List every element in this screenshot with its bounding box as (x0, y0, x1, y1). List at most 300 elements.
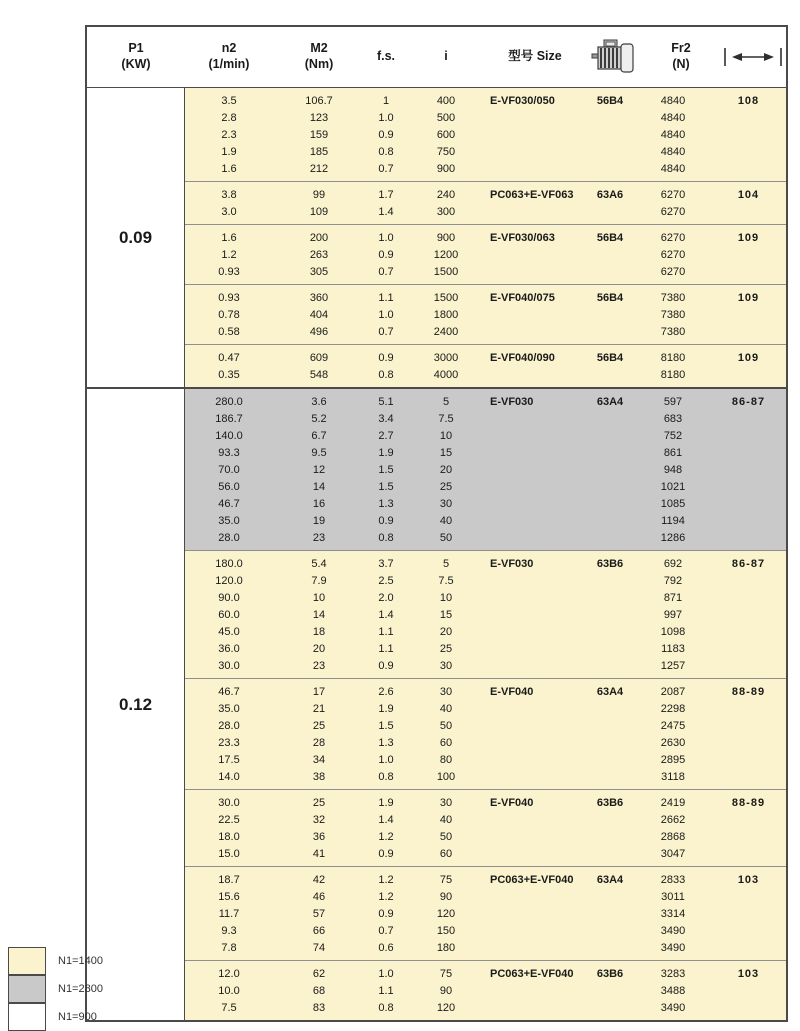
model-block (185, 181, 786, 224)
m2-cell: 548 (309, 368, 329, 381)
model-cell: E-VF040/090 (490, 351, 555, 364)
n2-cell: 3.5 (221, 94, 237, 107)
i-cell: 600 (436, 128, 456, 141)
table-row (185, 323, 786, 340)
table-row (185, 461, 786, 478)
fr2-cell: 861 (663, 446, 683, 459)
table-row (185, 811, 786, 828)
i-cell: 7.5 (438, 574, 454, 587)
m2-cell: 12 (312, 463, 326, 476)
fr2-cell: 692 (663, 557, 683, 570)
fr2-cell: 1183 (661, 642, 685, 655)
m2-cell: 21 (312, 702, 326, 715)
motor-size-cell: 63A4 (596, 685, 624, 698)
page-ref-cell: 109 (737, 291, 760, 304)
fr2-cell: 3011 (661, 890, 685, 903)
fs-cell: 1.1 (378, 984, 394, 997)
m2-cell: 57 (312, 907, 326, 920)
i-cell: 60 (439, 847, 453, 860)
page-ref-cell: 103 (737, 967, 760, 980)
table-row (185, 589, 786, 606)
fr2-cell: 683 (663, 412, 683, 425)
page-ref-cell: 88-89 (731, 685, 766, 698)
model-block (185, 88, 786, 181)
m2-cell: 83 (312, 1001, 326, 1014)
i-cell: 40 (439, 514, 453, 527)
i-cell: 25 (439, 480, 453, 493)
i-cell: 900 (436, 162, 456, 175)
i-cell: 15 (439, 446, 453, 459)
n2-cell: 1.9 (221, 145, 237, 158)
fs-cell: 3.7 (378, 557, 394, 570)
table-row (185, 845, 786, 862)
header-fs-label: f.s. (376, 49, 396, 64)
table-row (185, 263, 786, 280)
i-cell: 90 (439, 890, 453, 903)
fs-cell: 0.9 (378, 907, 394, 920)
n2-cell: 14.0 (218, 770, 240, 783)
i-cell: 30 (439, 659, 453, 672)
n2-cell: 186.7 (215, 412, 243, 425)
fr2-cell: 4840 (660, 128, 686, 141)
legend-item-n1-900 (8, 1003, 103, 1031)
m2-cell: 34 (312, 753, 326, 766)
m2-cell: 305 (309, 265, 329, 278)
fr2-cell: 6270 (660, 265, 686, 278)
i-cell: 50 (439, 531, 453, 544)
n2-cell: 46.7 (218, 685, 240, 698)
table-row (185, 289, 786, 306)
table-row (185, 393, 786, 410)
table-row (185, 828, 786, 845)
fr2-cell: 6270 (660, 231, 686, 244)
fr2-cell: 1194 (661, 514, 685, 527)
fs-cell: 1.0 (378, 967, 394, 980)
fr2-cell: 7380 (660, 308, 686, 321)
m2-cell: 123 (309, 111, 329, 124)
fs-cell: 1.5 (378, 719, 394, 732)
m2-cell: 74 (312, 941, 326, 954)
table-row (185, 982, 786, 999)
fr2-cell: 2895 (660, 753, 686, 766)
m2-cell: 23 (312, 531, 326, 544)
table-row (185, 529, 786, 546)
n2-cell: 46.7 (218, 497, 240, 510)
fs-cell: 1.4 (378, 813, 394, 826)
fr2-cell: 6270 (660, 205, 686, 218)
legend-label: N1=900 (58, 1011, 97, 1023)
n2-cell: 0.47 (218, 351, 240, 364)
i-cell: 10 (439, 429, 453, 442)
table-row (185, 768, 786, 785)
m2-cell: 496 (309, 325, 329, 338)
i-cell: 75 (439, 873, 453, 886)
i-cell: 20 (439, 625, 453, 638)
header-fr2-label: Fr2 (671, 41, 691, 56)
model-block (185, 866, 786, 960)
model-cell: PC063+E-VF063 (490, 188, 574, 201)
fs-cell: 1.2 (378, 873, 394, 886)
motor-size-cell: 56B4 (596, 291, 624, 304)
legend-label: N1=1400 (58, 955, 103, 967)
table-row (185, 751, 786, 768)
fr2-cell: 2868 (660, 830, 686, 843)
fr2-cell: 6270 (660, 248, 686, 261)
model-block (185, 960, 786, 1020)
m2-cell: 10 (312, 591, 326, 604)
fr2-cell: 4840 (660, 162, 686, 175)
n2-cell: 0.58 (218, 325, 240, 338)
m2-cell: 360 (309, 291, 329, 304)
fs-cell: 1.2 (378, 830, 394, 843)
m2-cell: 36 (312, 830, 326, 843)
fs-cell: 0.8 (378, 531, 394, 544)
m2-cell: 5.4 (311, 557, 327, 570)
m2-cell: 212 (309, 162, 329, 175)
table-row (185, 349, 786, 366)
fr2-cell: 4840 (660, 94, 686, 107)
i-cell: 120 (436, 1001, 456, 1014)
fr2-cell: 4840 (660, 145, 686, 158)
model-block (185, 224, 786, 284)
n2-cell: 36.0 (218, 642, 240, 655)
header-m2-unit: (Nm) (304, 57, 334, 71)
fr2-cell: 8180 (660, 368, 686, 381)
fs-cell: 0.9 (378, 847, 394, 860)
m2-cell: 17 (312, 685, 326, 698)
i-cell: 10 (439, 591, 453, 604)
m2-cell: 20 (312, 642, 326, 655)
n2-cell: 90.0 (218, 591, 240, 604)
model-block (185, 389, 786, 550)
i-cell: 150 (436, 924, 456, 937)
group-blocks (185, 389, 786, 1020)
table-row (185, 109, 786, 126)
page-ref-cell: 103 (737, 873, 760, 886)
m2-cell: 7.9 (311, 574, 327, 587)
i-cell: 3000 (433, 351, 459, 364)
fr2-cell: 2087 (660, 685, 686, 698)
i-cell: 90 (439, 984, 453, 997)
fs-cell: 1.4 (378, 205, 394, 218)
fs-cell: 1.1 (378, 642, 394, 655)
i-cell: 1800 (433, 308, 459, 321)
header-m2 (273, 41, 365, 72)
model-cell: PC063+E-VF040 (490, 967, 574, 980)
fs-cell: 1.9 (378, 702, 394, 715)
model-cell: E-VF030 (490, 395, 534, 408)
m2-cell: 6.7 (311, 429, 327, 442)
n2-cell: 18.7 (218, 873, 240, 886)
i-cell: 30 (439, 796, 453, 809)
model-cell: E-VF030/050 (490, 94, 555, 107)
m2-cell: 3.6 (311, 395, 327, 408)
n2-cell: 0.78 (218, 308, 240, 321)
motor-icon (585, 38, 643, 76)
n2-cell: 2.8 (221, 111, 237, 124)
fr2-cell: 8180 (660, 351, 686, 364)
table-row (185, 92, 786, 109)
m2-cell: 200 (309, 231, 329, 244)
n2-cell: 60.0 (218, 608, 240, 621)
fs-cell: 1.5 (378, 463, 394, 476)
n2-cell: 1.6 (221, 162, 237, 175)
i-cell: 750 (436, 145, 456, 158)
header-n2 (185, 41, 273, 72)
fs-cell: 1.7 (378, 188, 394, 201)
table-row (185, 640, 786, 657)
i-cell: 4000 (433, 368, 459, 381)
motor-size-cell: 63A4 (596, 873, 624, 886)
m2-cell: 609 (309, 351, 329, 364)
table-row (185, 717, 786, 734)
page-ref-cell: 86-87 (731, 557, 766, 570)
n2-cell: 120.0 (215, 574, 243, 587)
model-cell: E-VF040 (490, 796, 534, 809)
n2-cell: 9.3 (221, 924, 237, 937)
table-row (185, 657, 786, 674)
fs-cell: 0.6 (378, 941, 394, 954)
page-ref-cell: 104 (737, 188, 760, 201)
fs-cell: 0.7 (378, 924, 394, 937)
model-cell: E-VF040/075 (490, 291, 555, 304)
fs-cell: 0.9 (378, 128, 394, 141)
fs-cell: 2.0 (378, 591, 394, 604)
n2-cell: 30.0 (218, 659, 240, 672)
fs-cell: 1.1 (378, 291, 394, 304)
fs-cell: 0.8 (378, 368, 394, 381)
m2-cell: 5.2 (311, 412, 327, 425)
fs-cell: 2.6 (378, 685, 394, 698)
n2-cell: 7.5 (221, 1001, 237, 1014)
n2-cell: 3.8 (221, 188, 237, 201)
i-cell: 1500 (433, 291, 459, 304)
n2-cell: 22.5 (218, 813, 240, 826)
table-row (185, 905, 786, 922)
motor-size-cell: 63B6 (596, 557, 624, 570)
fr2-cell: 792 (663, 574, 683, 587)
table-row (185, 734, 786, 751)
fs-cell: 0.7 (378, 325, 394, 338)
n2-cell: 0.93 (218, 291, 240, 304)
fs-cell: 1 (382, 94, 390, 107)
p1-value: 0.12 (87, 389, 185, 1020)
i-cell: 5 (442, 395, 450, 408)
table-row (185, 203, 786, 220)
i-cell: 50 (439, 719, 453, 732)
header-model (485, 49, 585, 65)
m2-cell: 185 (309, 145, 329, 158)
m2-cell: 42 (312, 873, 326, 886)
table-row (185, 306, 786, 323)
n2-cell: 280.0 (215, 395, 243, 408)
fr2-cell: 2630 (660, 736, 686, 749)
table-row (185, 246, 786, 263)
table-row (185, 700, 786, 717)
legend-item-n1-2800 (8, 975, 103, 1003)
table-row (185, 683, 786, 700)
i-cell: 2400 (433, 325, 459, 338)
legend-swatch-gray (8, 975, 46, 1003)
header-n2-unit: (1/min) (208, 57, 250, 71)
fs-cell: 0.8 (378, 770, 394, 783)
fr2-cell: 948 (663, 463, 683, 476)
m2-cell: 99 (312, 188, 326, 201)
page-ref-cell: 109 (737, 351, 760, 364)
n2-cell: 15.6 (218, 890, 240, 903)
fs-cell: 0.8 (378, 145, 394, 158)
fs-cell: 1.0 (378, 111, 394, 124)
table-body (87, 88, 786, 1020)
fs-cell: 1.0 (378, 753, 394, 766)
m2-cell: 32 (312, 813, 326, 826)
fr2-cell: 3490 (660, 941, 686, 954)
i-cell: 40 (439, 702, 453, 715)
table-row (185, 939, 786, 956)
n2-cell: 2.3 (221, 128, 237, 141)
speed-legend (8, 947, 103, 1031)
header-fr2 (643, 41, 719, 72)
m2-cell: 14 (312, 480, 326, 493)
header-p1-unit: (KW) (121, 57, 151, 71)
fr2-cell: 997 (663, 608, 683, 621)
table-row (185, 871, 786, 888)
table-row (185, 495, 786, 512)
n2-cell: 23.3 (218, 736, 240, 749)
i-cell: 30 (439, 685, 453, 698)
n2-cell: 0.93 (218, 265, 240, 278)
fs-cell: 1.2 (378, 890, 394, 903)
fr2-cell: 2298 (660, 702, 686, 715)
table-row (185, 444, 786, 461)
fs-cell: 1.9 (378, 446, 394, 459)
fs-cell: 0.9 (378, 248, 394, 261)
m2-cell: 28 (312, 736, 326, 749)
fs-cell: 1.5 (378, 480, 394, 493)
group-blocks (185, 88, 786, 387)
i-cell: 100 (436, 770, 456, 783)
page-ref-cell: 108 (737, 94, 760, 107)
table-row (185, 143, 786, 160)
n2-cell: 35.0 (218, 514, 240, 527)
header-model-label: 型号 Size (508, 49, 562, 64)
fs-cell: 0.7 (378, 265, 394, 278)
motor-size-cell: 63A6 (596, 188, 624, 201)
i-cell: 900 (436, 231, 456, 244)
fr2-cell: 7380 (660, 325, 686, 338)
motor-size-cell: 56B4 (596, 231, 624, 244)
i-cell: 60 (439, 736, 453, 749)
header-i (407, 49, 485, 65)
table-row (185, 623, 786, 640)
table-row (185, 888, 786, 905)
fr2-cell: 4840 (660, 111, 686, 124)
table-row (185, 366, 786, 383)
n2-cell: 15.0 (218, 847, 240, 860)
n2-cell: 3.0 (221, 205, 237, 218)
fr2-cell: 1286 (660, 531, 686, 544)
fr2-cell: 3283 (660, 967, 686, 980)
i-cell: 5 (442, 557, 450, 570)
n2-cell: 30.0 (218, 796, 240, 809)
i-cell: 50 (439, 830, 453, 843)
m2-cell: 46 (312, 890, 326, 903)
table-row (185, 427, 786, 444)
i-cell: 20 (439, 463, 453, 476)
page-ref-cell: 86-87 (731, 395, 766, 408)
header-p1-label: P1 (128, 41, 144, 56)
table-row (185, 512, 786, 529)
i-cell: 7.5 (438, 412, 454, 425)
m2-cell: 9.5 (311, 446, 327, 459)
i-cell: 25 (439, 642, 453, 655)
table-row (185, 478, 786, 495)
table-row (185, 126, 786, 143)
fs-cell: 2.7 (378, 429, 394, 442)
m2-cell: 19 (312, 514, 326, 527)
model-cell: E-VF030 (490, 557, 534, 570)
motor-size-cell: 56B4 (596, 351, 624, 364)
fs-cell: 0.7 (378, 162, 394, 175)
n2-cell: 1.2 (221, 248, 237, 261)
fr2-cell: 1098 (660, 625, 686, 638)
fr2-cell: 3490 (660, 924, 686, 937)
n2-cell: 7.8 (221, 941, 237, 954)
n2-cell: 0.35 (218, 368, 240, 381)
power-group (87, 387, 786, 1020)
n2-cell: 28.0 (218, 531, 240, 544)
n2-cell: 17.5 (218, 753, 240, 766)
fs-cell: 1.3 (378, 497, 394, 510)
fr2-cell: 2475 (660, 719, 686, 732)
page-ref-cell: 109 (737, 231, 760, 244)
fr2-cell: 1085 (660, 497, 686, 510)
m2-cell: 25 (312, 796, 326, 809)
table-row (185, 410, 786, 427)
dimension-icon (719, 46, 786, 68)
fr2-cell: 2662 (660, 813, 686, 826)
fr2-cell: 2833 (660, 873, 686, 886)
fr2-cell: 3490 (660, 1001, 686, 1014)
fs-cell: 1.9 (378, 796, 394, 809)
n2-cell: 56.0 (218, 480, 240, 493)
m2-cell: 18 (312, 625, 326, 638)
fr2-cell: 3488 (660, 984, 686, 997)
motor-size-cell: 63B6 (596, 796, 624, 809)
i-cell: 240 (436, 188, 456, 201)
p1-value: 0.09 (87, 88, 185, 387)
i-cell: 30 (439, 497, 453, 510)
table-row (185, 794, 786, 811)
i-cell: 300 (436, 205, 456, 218)
fs-cell: 0.9 (378, 659, 394, 672)
fs-cell: 1.0 (378, 231, 394, 244)
fr2-cell: 3118 (661, 770, 685, 783)
table-row (185, 922, 786, 939)
motor-size-cell: 63B6 (596, 967, 624, 980)
m2-cell: 263 (309, 248, 329, 261)
i-cell: 15 (439, 608, 453, 621)
table-row (185, 606, 786, 623)
i-cell: 1200 (433, 248, 459, 261)
m2-cell: 68 (312, 984, 326, 997)
motor-size-cell: 56B4 (596, 94, 624, 107)
m2-cell: 14 (312, 608, 326, 621)
legend-swatch-white (8, 1003, 46, 1031)
n2-cell: 12.0 (218, 967, 240, 980)
fs-cell: 3.4 (378, 412, 394, 425)
m2-cell: 66 (312, 924, 326, 937)
